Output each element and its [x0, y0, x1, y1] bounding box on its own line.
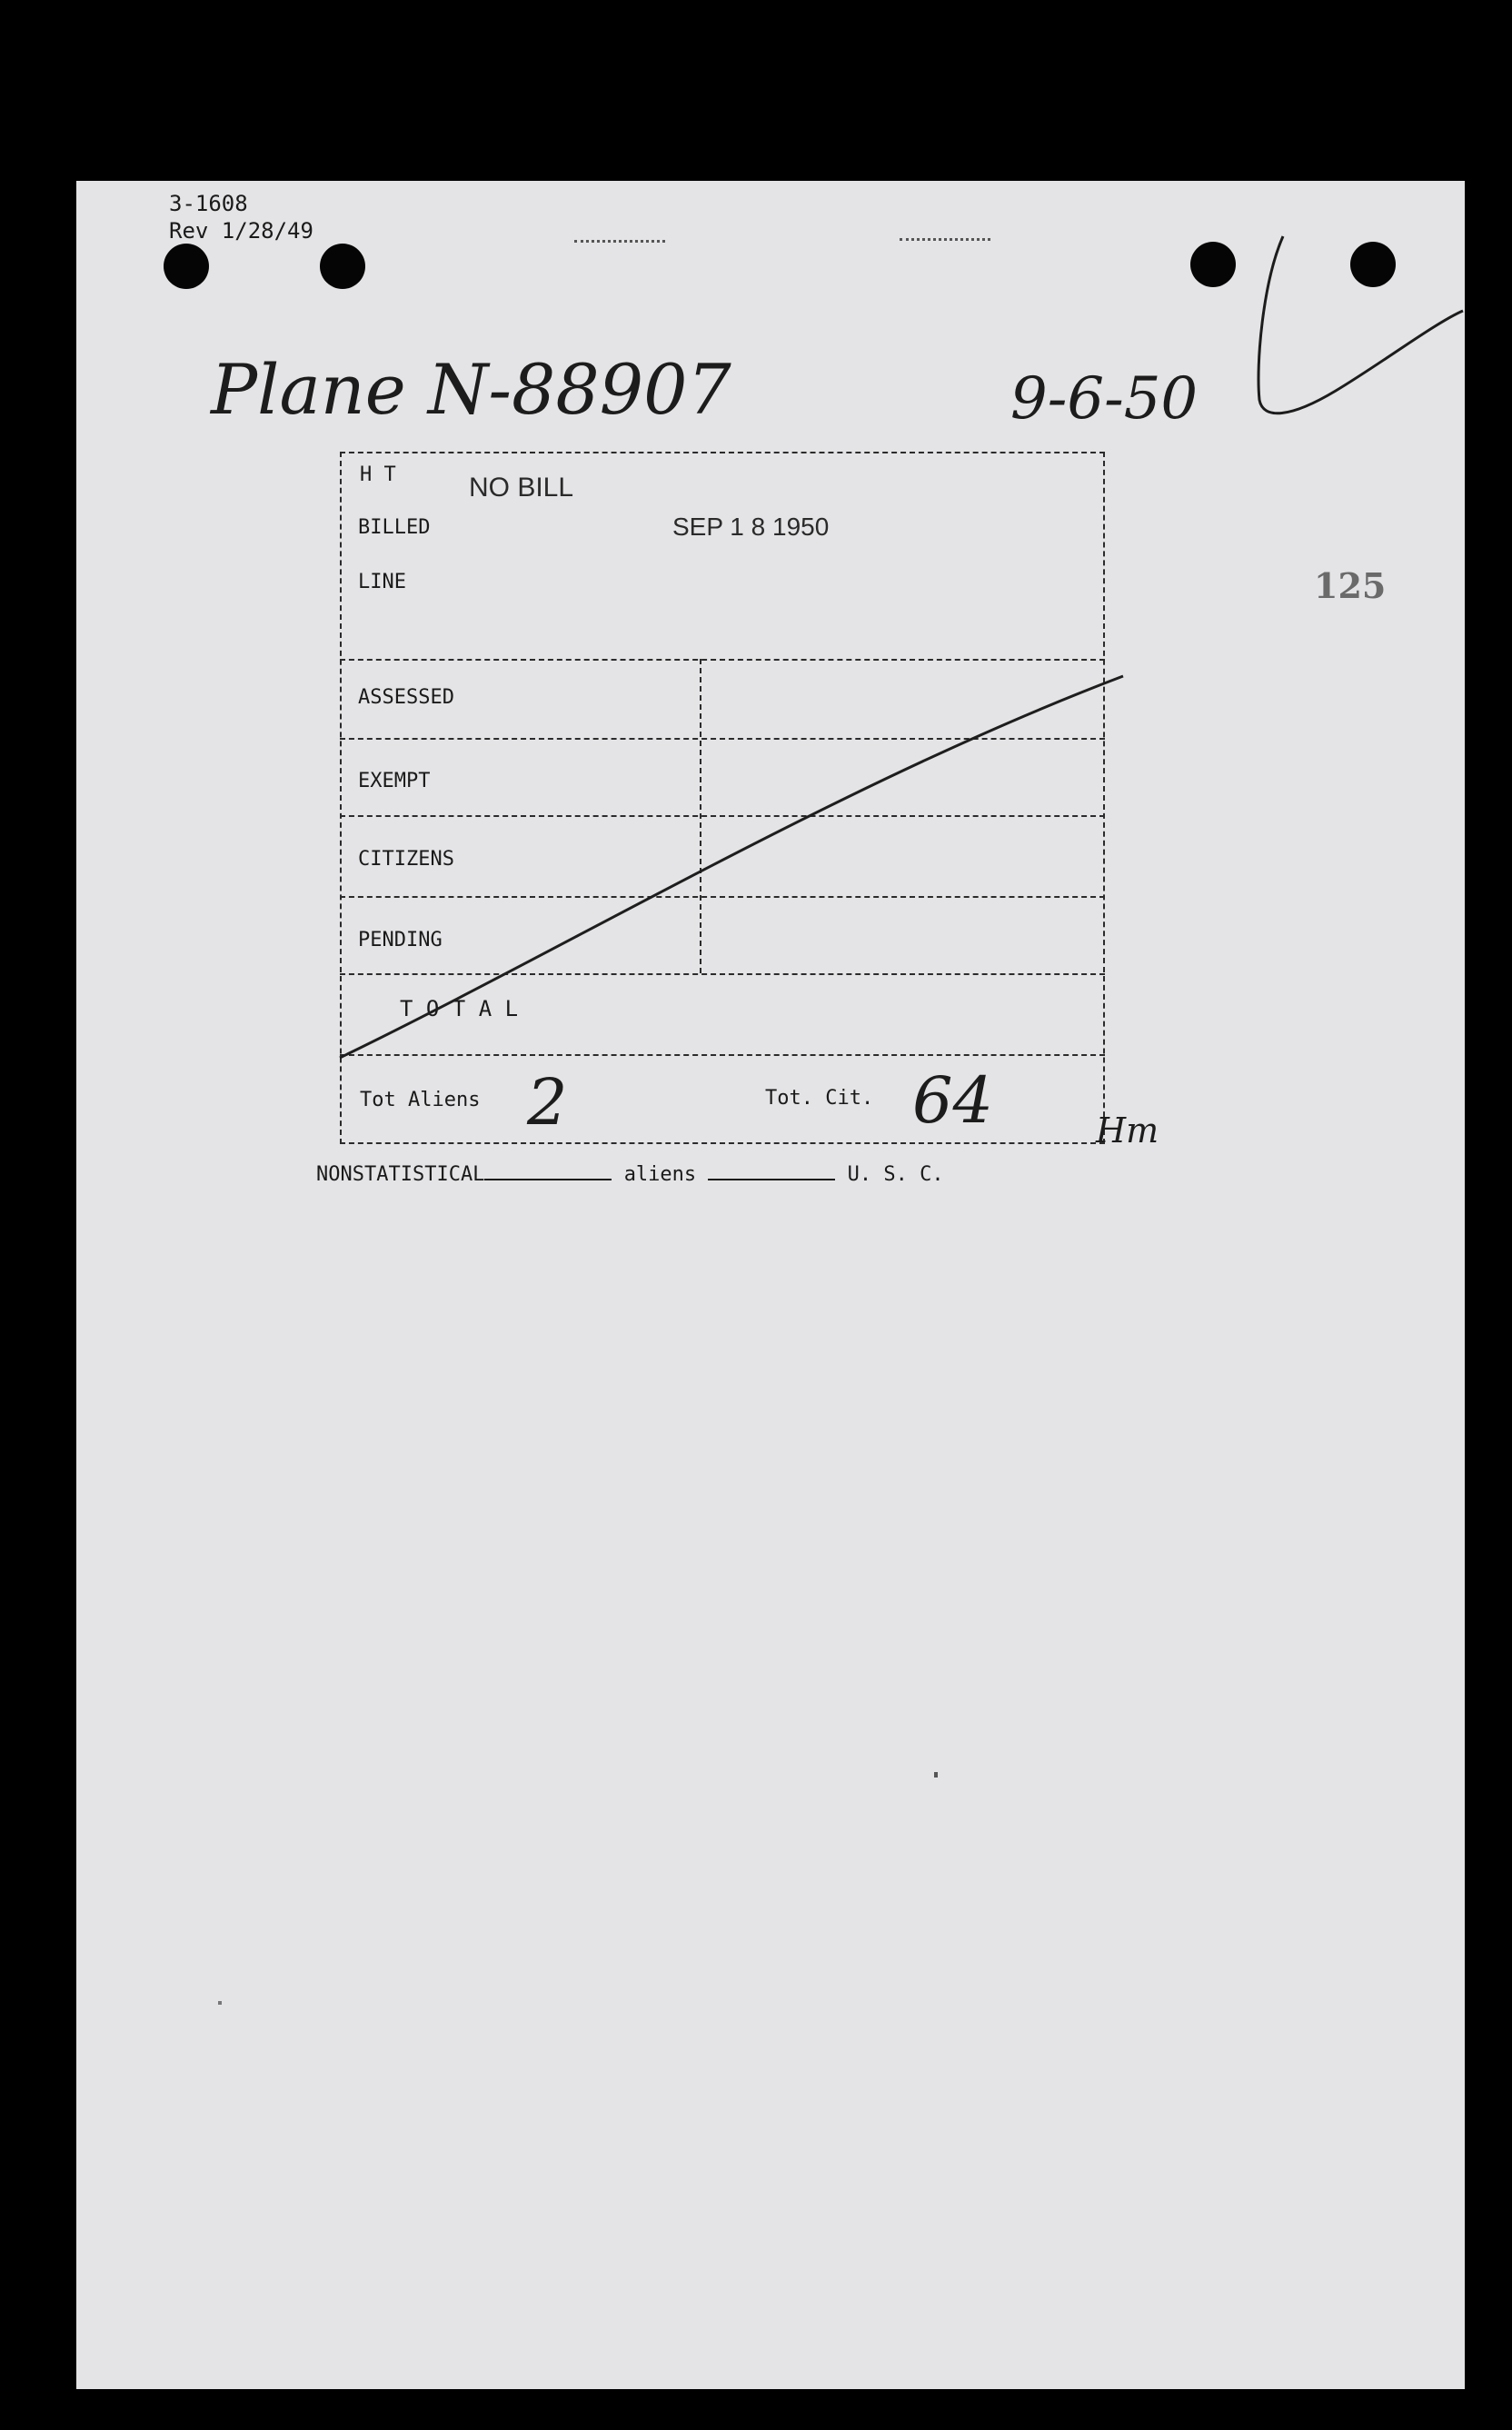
usc-label: U. S. C.: [847, 1163, 944, 1186]
strike-through-line: [336, 672, 1127, 1063]
total-label: T O T A L: [400, 996, 519, 1021]
plane-number: Plane N-88907: [211, 349, 731, 430]
tot-aliens-label: Tot Aliens: [360, 1089, 481, 1111]
ht-label: H T: [360, 463, 396, 486]
nonstatistical-label: NONSTATISTICAL: [316, 1163, 485, 1186]
handwritten-date: 9-6-50: [1010, 365, 1199, 433]
line-label: LINE: [358, 571, 406, 593]
speck-2: [218, 2001, 222, 2005]
row-label-citizens: CITIZENS: [358, 848, 454, 871]
row-label-exempt: EXEMPT: [358, 770, 431, 792]
date-stamp: SEP 1 8 1950: [672, 513, 830, 541]
row-label-pending: PENDING: [358, 929, 443, 951]
tot-cit-value: 64: [912, 1063, 994, 1138]
tot-cit-label: Tot. Cit.: [765, 1087, 874, 1110]
page-number: 125: [1314, 565, 1387, 606]
top-mark-1: [574, 240, 665, 243]
punch-hole-left-1: [164, 244, 209, 289]
tot-aliens-value: 2: [527, 1065, 568, 1140]
punch-hole-right-1: [1190, 242, 1236, 287]
aliens-blank: [708, 1175, 835, 1180]
billed-label: BILLED: [358, 516, 431, 539]
no-bill-stamp: NO BILL: [469, 473, 574, 503]
initials: Hm: [1096, 1110, 1159, 1150]
check-mark: [1236, 227, 1472, 427]
punch-hole-left-2: [320, 244, 365, 289]
speck-1: [934, 1772, 938, 1778]
form-number: 3-1608: [169, 191, 248, 216]
nonstatistical-line: [316, 1163, 944, 1186]
form-revision: Rev 1/28/49: [169, 218, 313, 244]
aliens-label: aliens: [623, 1163, 697, 1186]
row-label-assessed: ASSESSED: [358, 686, 454, 709]
top-mark-2: [900, 238, 990, 241]
divider-header: [340, 659, 1105, 661]
nonstatistical-blank: [484, 1175, 612, 1180]
